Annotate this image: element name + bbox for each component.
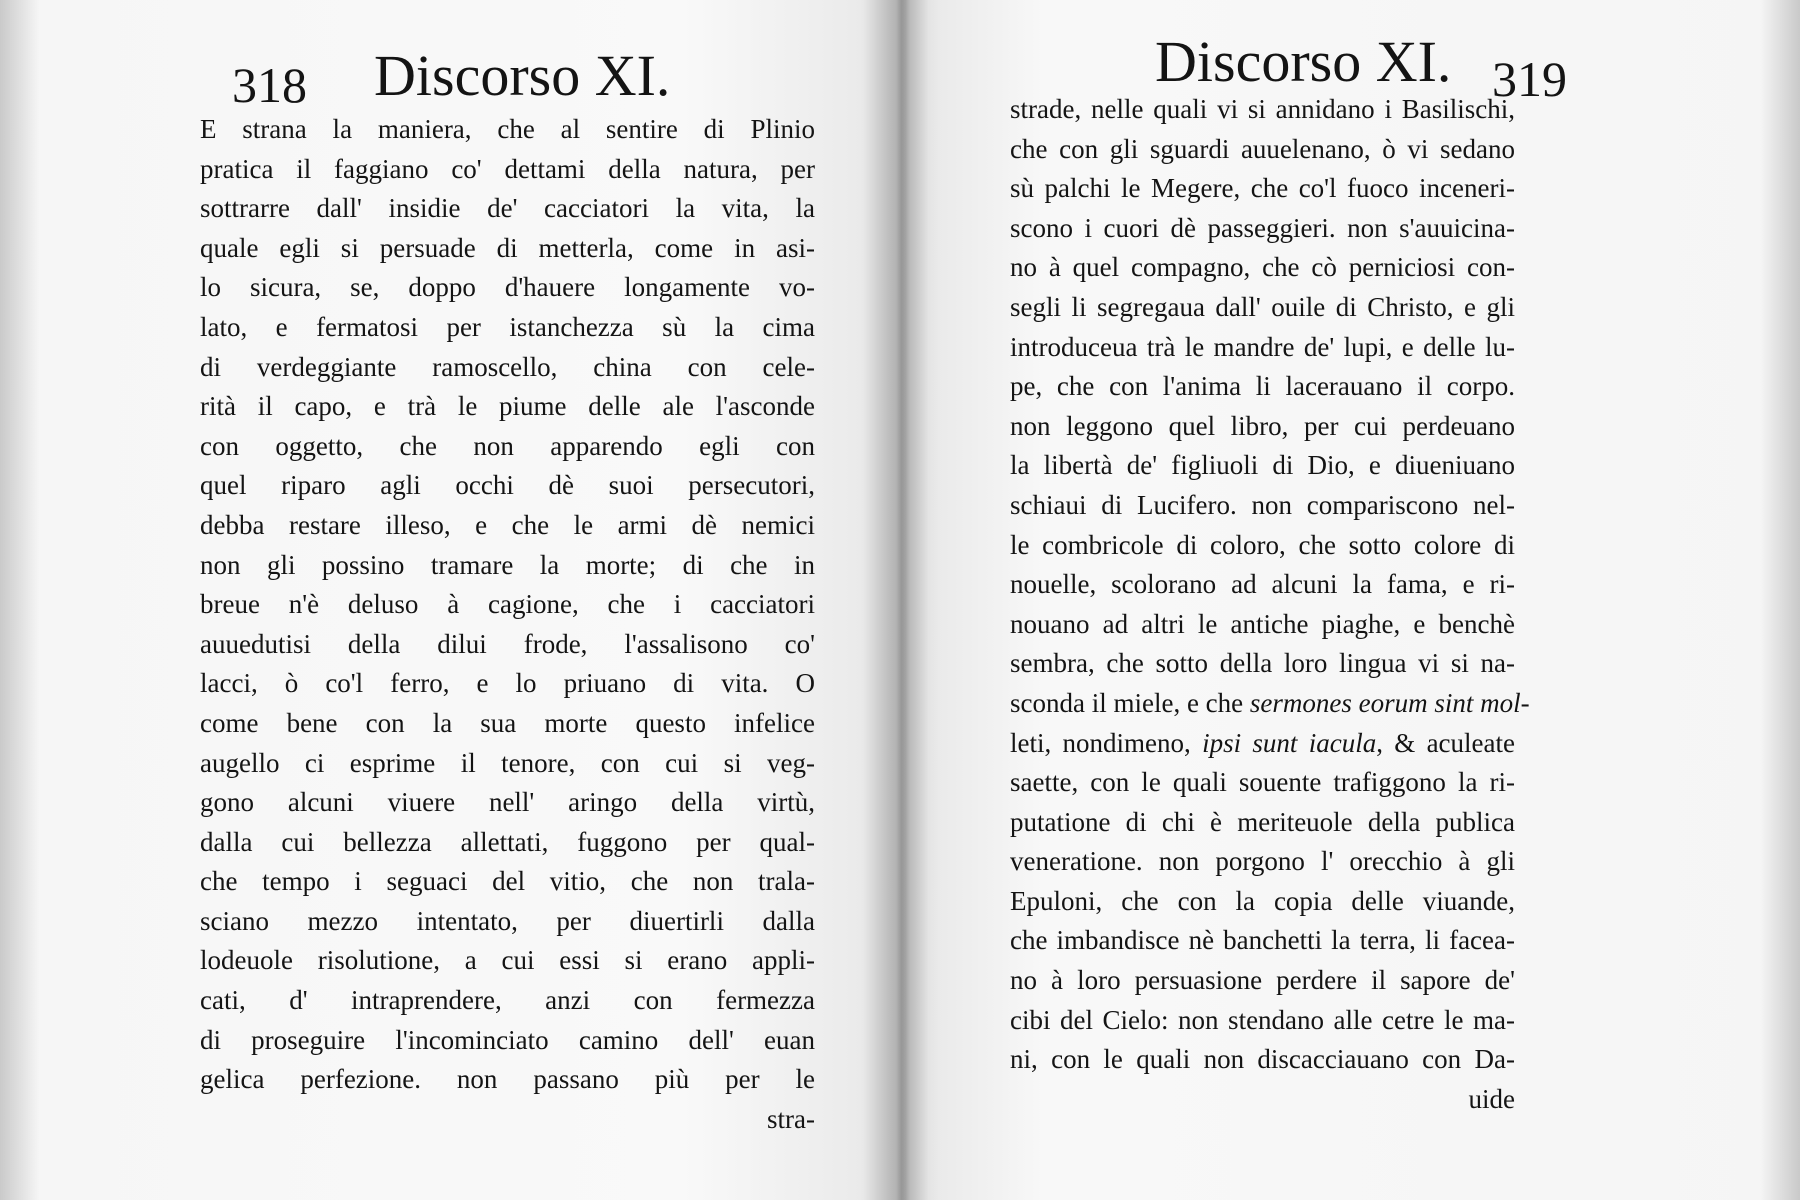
- text-line: che imbandisce nè banchetti la terra, li facea-: [1010, 925, 1515, 956]
- text-line: di proseguire l'incominciato camino dell' euan: [200, 1024, 815, 1055]
- text-line: no à quel compagno, che cò perniciosi con-: [1010, 252, 1515, 283]
- text-line: gelica perfezione. non passano più per le: [200, 1064, 815, 1095]
- text-line: cati, d' intraprendere, anzi con fermezza: [200, 985, 815, 1016]
- text-fragment: , & aculeate: [1376, 727, 1515, 758]
- text-line: lodeuole risolutione, a cui essi si erano appli-: [200, 945, 815, 976]
- page-number: 318: [232, 57, 307, 113]
- text-line: non leggono quel libro, per cui perdeuano: [1010, 410, 1515, 441]
- running-title: Discorso XI.: [374, 43, 671, 108]
- text-line: scono i cuori dè passeggieri. non s'auuicina-: [1010, 212, 1515, 243]
- text-line: sottrarre dall' insidie de' cacciatori la vita, la: [200, 193, 815, 224]
- page-number: 319: [1492, 51, 1567, 107]
- text-line-with-italic: [1010, 684, 1530, 724]
- text-line: segli li segregaua dall' ouile di Christo, e gli: [1010, 291, 1515, 322]
- text-line: gono alcuni viuere nell' aringo della virtù,: [200, 787, 815, 818]
- body-text: [200, 110, 815, 1139]
- text-line: breue n'è deluso à cagione, che i cacciatori: [200, 589, 815, 620]
- text-line: come bene con la sua morte questo infelice: [200, 707, 815, 738]
- text-line: sciano mezzo intentato, per diuertirli dalla: [200, 905, 815, 936]
- text-line: cibi del Cielo: non stendano alle cetre le ma-: [1010, 1004, 1515, 1035]
- text-line: pratica il faggiano co' dettami della natura, per: [200, 153, 815, 184]
- italic-latin-quote: ipsi sunt iacula: [1202, 727, 1377, 758]
- text-line: sembra, che sotto della loro lingua vi si na-: [1010, 648, 1515, 679]
- text-line: non gli possino tramare la morte; di che in: [200, 549, 815, 580]
- text-line: dalla cui bellezza allettati, fuggono per qual-: [200, 826, 815, 857]
- catchword: uide: [1468, 1083, 1515, 1114]
- text-line: debba restare illeso, e che le armi dè nemici: [200, 509, 815, 540]
- body-text: [1010, 90, 1530, 1119]
- text-line: augello ci esprime il tenore, con cui si veg-: [200, 747, 815, 778]
- text-line: lato, e fermatosi per istanchezza sù la cima: [200, 311, 815, 342]
- text-line: putatione di chi è meriteuole della publica: [1010, 806, 1515, 837]
- text-line: pe, che con l'anima li lacerauano il corpo.: [1010, 371, 1515, 402]
- catchword: stra-: [767, 1103, 815, 1134]
- text-line: no à loro persuasione perdere il sapore de': [1010, 965, 1515, 996]
- text-line-with-italic: [1010, 724, 1515, 764]
- text-line: ni, con le quali non discacciauano con Da-: [1010, 1044, 1515, 1075]
- text-line: di verdeggiante ramoscello, china con cele-: [200, 351, 815, 382]
- text-line: schiaui di Lucifero. non compariscono nel-: [1010, 489, 1515, 520]
- text-fragment: leti, nondimeno,: [1010, 727, 1191, 758]
- text-line: rità il capo, e trà le piume delle ale l'asconde: [200, 391, 815, 422]
- text-line: con oggetto, che non apparendo egli con: [200, 430, 815, 461]
- text-line: E strana la maniera, che al sentire di Plinio: [200, 114, 815, 144]
- text-line: le combricole di coloro, che sotto colore di: [1010, 529, 1515, 560]
- text-line: lacci, ò co'l ferro, e lo priuano di vita. O: [200, 668, 815, 699]
- text-line: Epuloni, che con la copia delle viuande,: [1010, 885, 1515, 916]
- text-line: la libertà de' figliuoli di Dio, e diueniuano: [1010, 450, 1515, 481]
- text-line: quale egli si persuade di metterla, come in asi-: [200, 232, 815, 263]
- text-line: introduceua trà le mandre de' lupi, e delle lu-: [1010, 331, 1515, 362]
- text-line: saette, con le quali souente trafiggono la ri-: [1010, 767, 1515, 798]
- text-line: nouelle, scolorano ad alcuni la fama, e ri-: [1010, 569, 1515, 600]
- text-line: che tempo i seguaci del vitio, che non trala-: [200, 866, 815, 897]
- text-line: che con gli sguardi auuelenano, ò vi sedano: [1010, 133, 1515, 164]
- text-line: auuedutisi della dilui frode, l'assalisono co': [200, 628, 815, 659]
- text-fragment: sconda il miele, e che: [1010, 687, 1244, 718]
- right-page: [900, 0, 1800, 1200]
- text-line: sù palchi le Megere, che co'l fuoco inceneri-: [1010, 173, 1515, 204]
- text-line: veneratione. non porgono l' orecchio à gli: [1010, 846, 1515, 877]
- text-line: lo sicura, se, doppo d'hauere longamente vo-: [200, 272, 815, 303]
- text-line: nouano ad altri le antiche piaghe, e benchè: [1010, 608, 1515, 639]
- text-line: quel riparo agli occhi dè suoi persecutori,: [200, 470, 815, 501]
- running-title: Discorso XI.: [1155, 29, 1452, 94]
- text-line: strade, nelle quali vi si annidano i Basilischi,: [1010, 94, 1515, 124]
- italic-latin-quote: sermones eorum sint mol-: [1249, 687, 1530, 718]
